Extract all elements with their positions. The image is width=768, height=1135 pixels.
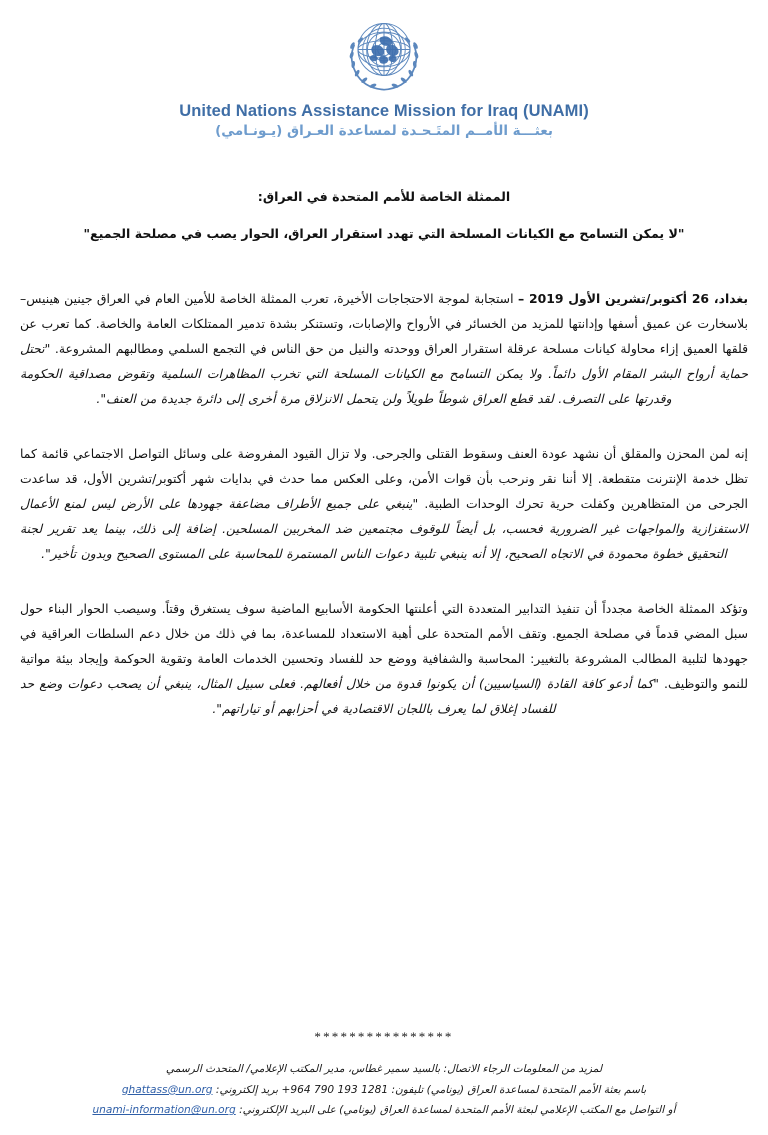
headline-subject: الممثلة الخاصة للأمم المتحدة في العراق: [257,188,511,204]
paragraph-1-quote: "تحتل حماية أرواح البشر المقام الأول دائماً. ولا يمكن التسامح مع الكيانات المسلحة التي تخرب المظاهرات السلمية وتقوض مصداقية الحكومة وقدرتها على التصرف. لقد قطع العراق شوطاً طويلاً ولن يتحمل الانزلاق مرة أخرى إلى دائرة جديدة من العنف". [20,340,748,406]
footer-phone-prefix: باسم بعثة الأمم المتحدة لمساعدة العراق (يونامي) تليفون: [388,1083,647,1096]
footer-media-office-line [18,1100,750,1121]
footer [18,1029,750,1121]
un-emblem-icon [336,14,432,96]
paragraph-1 [20,286,748,411]
paragraph-3-quote: "كما أدعو كافة القادة (السياسيين) أن يكونوا قدوة من خلال أفعالهم. فعلى سبيل المثال، ينبغي أن يصحب دعوات وضع حد للفساد إغلاق لما يعرف باللجان الاقتصادية في أحزابهم أو تياراتهم". [20,676,659,717]
paragraph-3 [20,596,748,721]
footer-phone-line [18,1080,750,1101]
email-link-unami-information[interactable]: unami-information@un.org [92,1104,236,1117]
paragraph-1-text: استجابة لموجة الاحتجاجات الأخيرة، تعرب الممثلة الخاصة للأمين العام في العراق جينين هينيس–بلاسخارت عن عميق أسفها وإدانتها للمزيد من الخسائر في الأرواح والإصابات، وتستنكر بشدة تدمير الممتلكات العامة والخاصة. كما تعرب عن قلقها العميق إزاء محاولة كيانات مسلحة عرقلة استقرار العراق ووحدته والنيل من حق الناس في التجمع السلمي ومطالبهم المشروعة. [20,290,748,356]
footer-contact-line: لمزيد من المعلومات الرجاء الاتصال: بالسيد سمير غطاس، مدير المكتب الإعلامي/ المتحدث الرسمي [165,1063,603,1076]
body-area [18,286,750,722]
email-link-ghattass[interactable]: ghattass@un.org [121,1083,213,1096]
dateline: بغداد، 26 أكتوبر/تشرين الأول 2019 – [517,290,748,306]
asterisk-divider: **************** [314,1029,454,1045]
headline-block [18,188,750,244]
footer-email-label: بريد إلكتروني: [212,1083,282,1096]
org-name-english: United Nations Assistance Mission for Iraq (UNAMI) [179,102,589,120]
letterhead [18,0,750,140]
footer-media-prefix: أو التواصل مع المكتب الإعلامي لبعثة الأمم المتحدة لمساعدة العراق (يونامي) على البريد الإلكتروني: [235,1104,676,1117]
paragraph-2-text: إنه لمن المحزن والمقلق أن نشهد عودة العنف وسقوط القتلى والجرحى. ولا تزال القيود المفروضة على وسائل التواصل الاجتماعي قائمة كما تظل خدمة الإنترنت متقطعة. إلا أننا نقر ونرحب بأن قوات الأمن، وعلى العكس مما حدث في بدايات شهر أكتوبر/تشرين الأول، قد ساعدت الجرحى من المتظاهرين وكفلت حرية تحرك الوحدات الطبية. [20,445,749,511]
paragraph-2 [20,441,748,566]
paragraph-2-quote: "ينبغي على جميع الأطراف مضاعفة جهودها على الأرض ليس لمنع الأعمال الاستفزازية والمواجهات غير الضرورية فحسب، بل أيضاً للوقوف مجتمعين ضد المخربين المسلحين. إضافة إلى ذلك، بينما يعد تقرير لجنة التحقيق خطوة محمودة في الاتجاه الصحيح، إلا أنه ينبغي تلبية دعوات الناس المستمرة للمحاسبة على المستوى الصحيح وبدون تأخير". [20,495,748,562]
paragraph-3-text: وتؤكد الممثلة الخاصة مجدداً أن تنفيذ التدابير المتعددة التي أعلنتها الحكومة الأسابيع الماضية سوف يستغرق وقتاً. وسيصب الحوار البناء حول سبل المضي قدماً في مصلحة الجميع. وتقف الأمم المتحدة على أهبة الاستعداد للمساعدة، بما في ذلك من خلال دعم السلطات العراقية في جهودها لتلبية المطالب المشروعة بالتغيير: المحاسبة والشفافية ووضع حد للفساد وتحسين الخدمات العامة وتقوية الحوكمة وإيجاد بيئة مواتية للنمو والتوظيف. [20,601,748,692]
phone-number: +964 790 193 1281 [281,1083,389,1096]
org-name-arabic: بعثـــة الأمــم المتَـحـدة لمساعدة العـراق (يـونـامي) [215,122,553,139]
headline-quote: "لا يمكن التسامح مع الكيانات المسلحة التي تهدد استقرار العراق، الحوار يصب في مصلحة الجميع" [83,225,685,241]
